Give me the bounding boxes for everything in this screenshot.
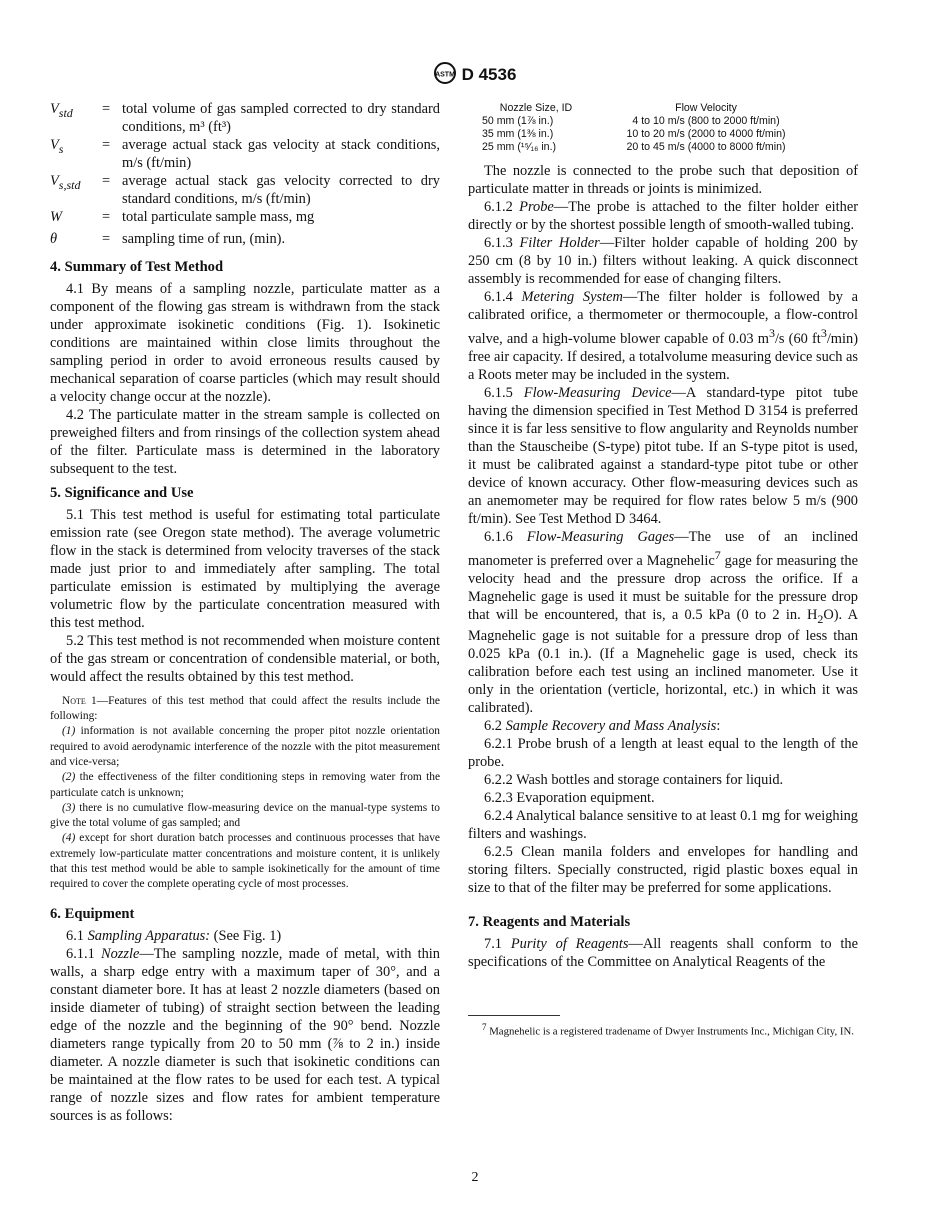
page-number: 2 <box>471 1170 479 1185</box>
para-7-1: 7.1 Purity of Reagents—All reagents shall conform to the specifications of the Committee on Analytical Reagents of the <box>468 936 858 971</box>
nozzle-size-cell: 35 mm (1⅜ in.) <box>482 128 554 140</box>
flow-velocity-cell: 10 to 20 m/s (2000 to 4000 ft/min) <box>626 128 786 140</box>
astm-logo-icon <box>434 62 456 89</box>
note-item: (2) the effectiveness of the filter conditioning steps in removing water from the particulate catch is unknown; <box>50 771 440 799</box>
para-6-1-6: 6.1.6 Flow-Measuring Gages—The use of an inclined manometer is preferred over a Magnehelic$^7$ gage for measuring the velocity head and the pressure drop across the orifice. If a Magnehelic gage is used it must be suitable for the pressure drop that will be encountered, that is, a 0.5 kPa (0 to 2 in. $H_2O$). A Magnehelic gage is not suitable for a pressure drop of less than 0.025 kPa (0.1 in.). (If a Magnehelic gage is used, check its calibration before each test using an inclined manometer. Use it only in the orientation (verticle, horizontal, etc.) in which it was calibrated). <box>468 528 859 717</box>
symbol-term: θ <box>50 230 58 247</box>
para-6-1: 6.1 Sampling Apparatus: (See Fig. 1) <box>66 927 282 944</box>
page-header <box>0 62 950 89</box>
note-intro: —Features of this test method that could affect the results include the following: <box>50 694 440 723</box>
para-6-2-3: 6.2.3 Evaporation equipment. <box>484 790 655 807</box>
section-6-title: 6. Equipment <box>50 905 135 922</box>
symbol-equals: = <box>102 230 111 247</box>
footnote-rule <box>468 1015 560 1016</box>
symbol-row <box>50 172 440 208</box>
symbol-term: $V_{s,std}$ <box>50 173 81 192</box>
symbol-definition: total particulate sample mass, mg <box>122 209 315 225</box>
section-7-title: 7. Reagents and Materials <box>468 914 631 931</box>
symbol-term: W <box>50 209 62 225</box>
svg-text:ASTM: ASTM <box>434 71 455 79</box>
symbol-row <box>50 208 440 230</box>
section-5-title: 5. Significance and Use <box>50 484 194 501</box>
para-nozzle-connection: The nozzle is connected to the probe such that deposition of particulate matter in threads or joints is minimized. <box>468 163 858 197</box>
symbol-definition: average actual stack gas velocity at stack conditions, m/s (ft/min) <box>122 137 440 171</box>
note-item: (1) information is not available concerning the proper pitot nozzle orientation required to avoid aerodynamic interference of the nozzle with the pitot measurement and vice-versa; <box>50 725 440 768</box>
para-5-1: 5.1 This test method is useful for estimating total particulate emission rate (see Oregon state method). The average volumetric flow in the stack is determined from velocity traverses of the stack made just prior to and immediately after sampling. The total particulate emission is estimated by multiplying the average volumetric flow by the particulate concentration measured with this test method. <box>50 506 440 631</box>
note-items <box>50 724 440 892</box>
symbol-list <box>50 100 440 252</box>
symbol-equals: = <box>102 101 111 117</box>
note-item: (4) except for short duration batch processes and continuous processes that have extremely low-particulate matter concentrations and moisture content, it is unlikely that this test method would be able to sample isokinetically for the amount of time required to cover the complete operating cycle of most processes. <box>50 832 440 891</box>
symbol-term: $V_{std}$ <box>50 101 73 120</box>
flow-velocity-cell: 20 to 45 m/s (4000 to 8000 ft/min) <box>626 141 786 153</box>
para-4-2: 4.2 The particulate matter in the stream sample is collected on preweighed filters and from rinsings of the collection system ahead of the filter. Particulate mass is determined in the laboratory subsequent to the test. <box>50 406 440 477</box>
footnote-7: $^7$ Magnehelic is a registered tradename of Dwyer Instruments Inc., Michigan City, IN. <box>482 1022 854 1039</box>
note-1 <box>50 694 440 893</box>
left-column <box>50 100 440 1125</box>
nozzle-table-header: Flow Velocity <box>675 102 737 114</box>
para-6-2-1: 6.2.1 Probe brush of a length at least equal to the length of the probe. <box>468 736 858 771</box>
para-6-1-4: 6.1.4 Metering System—The filter holder is followed by a calibrated orifice, a thermometer or thermocouple, a flow-control valve, and a high-volume blower capable of 0.03 $m^3/s$ (60 $ft^3/\min$) free air capacity. If desired, a totalvolume measuring device such as a Roots meter may be included in the system. <box>468 289 858 383</box>
para-6-2-4: 6.2.4 Analytical balance sensitive to at least 0.1 mg for weighing filters and washings. <box>468 808 858 843</box>
nozzle-size-cell: 50 mm (1⅞ in.) <box>482 115 554 127</box>
symbol-definition: average actual stack gas velocity corrected to dry standard conditions, m/s (ft/min) <box>122 173 440 207</box>
symbol-term: $V_s$ <box>50 137 64 156</box>
table-row <box>482 115 822 128</box>
flow-velocity-cell: 4 to 10 m/s (800 to 2000 ft/min) <box>632 115 780 127</box>
para-6-2: 6.2 Sample Recovery and Mass Analysis: <box>484 718 721 735</box>
para-6-2-5: 6.2.5 Clean manila folders and envelopes for handling and storing filters. Specially constructed, rigid plastic boxes equal in size to that of the filter may be preferred for some applications. <box>468 844 858 897</box>
symbol-definition: total volume of gas sampled corrected to dry standard conditions, m³ (ft³) <box>122 101 440 135</box>
table-row <box>482 128 822 141</box>
para-4-1: 4.1 By means of a sampling nozzle, particulate matter as a component of the flowing gas stream is withdrawn from the stack under approximate isokinetic conditions (Fig. 1). Isokinetic conditions are maintained within close limits throughout the sampling period in order to avoid erroneous results caused by mechanical separation of coarse particles (which may result should a velocity change occur at the nozzle). <box>50 280 440 405</box>
nozzle-table <box>482 102 822 154</box>
document-id: D 4536 <box>461 64 517 84</box>
para-6-1-3: 6.1.3 Filter Holder—Filter holder capable of holding 200 by 250 cm (8 by 10 in.) filters without leaking. A quick disconnect assembly is recommended for ease of changing filters. <box>468 235 858 287</box>
symbol-definition: sampling time of run, (min). <box>122 230 286 247</box>
para-6-1-5: 6.1.5 Flow-Measuring Device—A standard-type pitot tube having the dimension specified in Test Method D 3154 is preferred since it is far less sensitive to flow angularity and Reynolds number than the Stauscheibe (S-type) pitot tube. If an S-type pitot is used, it must be calibrated against a standard-type pitot tube or other device of known accuracy. Other flow-measuring devices such as an anemometer may be required for flow rates below 5 m/s (900 ft/min). See Test Method D 3464. <box>468 384 858 527</box>
note-item: (3) there is no cumulative flow-measuring device on the manual-type systems to give the total volume of gas sampled; and <box>50 801 440 830</box>
nozzle-size-cell: 25 mm (¹⁵⁄₁₆ in.) <box>482 141 557 153</box>
para-6-1-2: 6.1.2 Probe—The probe is attached to the filter holder either directly or by the shortest possible length of smooth-walled tubing. <box>468 199 859 233</box>
nozzle-table-header: Nozzle Size, ID <box>499 102 573 114</box>
para-5-2: 5.2 This test method is not recommended when moisture content of the gas stream or concentration of condensible material, or both, would affect the results obtained by this test method. <box>50 632 440 685</box>
symbol-row <box>50 100 440 136</box>
symbol-row <box>50 136 440 172</box>
section-4-title: 4. Summary of Test Method <box>50 258 224 275</box>
symbol-equals: = <box>102 173 111 189</box>
right-column <box>468 100 858 1039</box>
symbol-row <box>50 230 440 252</box>
para-6-2-2: 6.2.2 Wash bottles and storage containers for liquid. <box>484 772 784 789</box>
para-6-1-1: 6.1.1 Nozzle—The sampling nozzle, made of metal, with thin walls, a sharp edge entry with a maximum taper of 30°, and a constant diameter bore. It has at least 2 nozzle diameters (based on inside diameter of tubing) of straight section between the leading edge of the nozzle and the beginning of the 90° bend. Nozzle diameters range typically from 20 to 50 mm (⅞ to 2 in.) inside diameter. A nozzle diameter is such that isokinetic conditions can be maintained at the flow rates to be used for each test. A typical range of nozzle sizes and flow rates for ambient temperature sources is as follows: <box>50 945 440 1124</box>
table-row <box>482 141 822 154</box>
symbol-equals: = <box>102 209 111 225</box>
note-label: Note 1 <box>62 694 97 707</box>
footnote-ref: 7 <box>714 547 721 562</box>
symbol-equals: = <box>102 137 111 153</box>
